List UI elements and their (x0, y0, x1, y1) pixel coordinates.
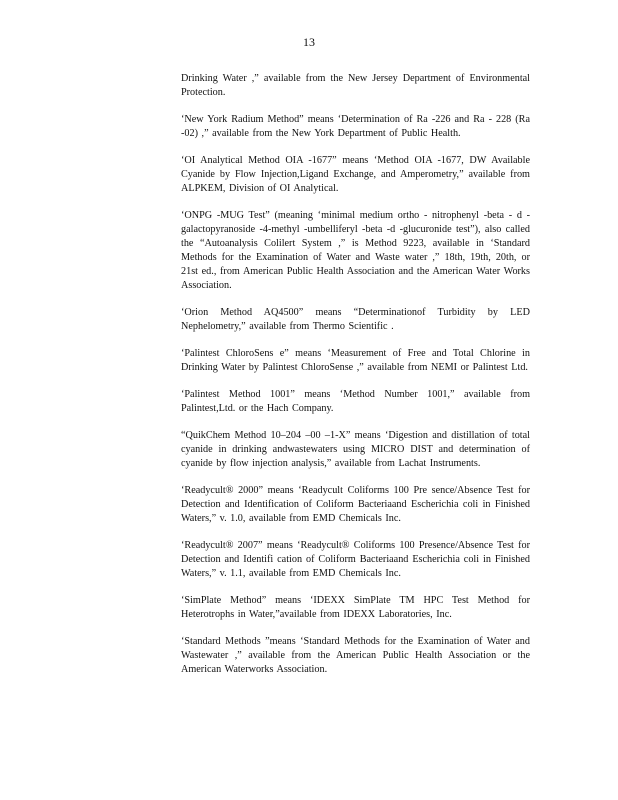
paragraph-readycult-2000: ‘Readycult® 2000” means ‘Readycult Coliforms 100 Pre sence/Absence Test for Detection and Identification of Coliform Bacteriaand Escherichia coli in Finished Waters,” v. 1.0, available from EMD Chemicals Inc. (181, 485, 530, 524)
paragraph-standard-methods: ‘Standard Methods ”means ‘Standard Methods for the Examination of Water and Wastewater ,” available from the American Public Health Association or the American Waterworks Association. (181, 636, 530, 675)
paragraph-palintest-chlorosense: ‘Palintest ChloroSens e” means ‘Measurement of Free and Total Chlorine in Drinking Water by Palintest ChloroSense ,” available from NEMI or Palintest Ltd. (181, 348, 530, 373)
paragraph-quikchem-method: “QuikChem Method 10–204 –00 –1-X” means ‘Digestion and distillation of total cyanide in drinking andwastewaters using MICRO DIST and determination of cyanide by flow injection analysis,” available from Lachat Instruments. (181, 430, 530, 469)
page-number: 13 (303, 35, 315, 49)
paragraph-simplate-method: ‘SimPlate Method” means ‘IDEXX SimPlate TM HPC Test Method for Heterotrophs in Water,”available from IDEXX Laboratories, Inc. (181, 595, 530, 620)
paragraph-palintest-method-1001: ‘Palintest Method 1001” means ‘Method Number 1001,” available from Palintest,Ltd. or the Hach Company. (181, 389, 530, 414)
paragraph-readycult-2007: ‘Readycult® 2007” means ‘Readycult® Coliforms 100 Presence/Absence Test for Detection and Identifi cation of Coliform Bacteriaand Escherichia coli in Finished Waters,” v. 1.1, available from EMD Chemicals Inc. (181, 540, 530, 579)
paragraph-oi-analytical-method: ‘OI Analytical Method OIA -1677” means ‘Method OIA -1677, DW Available Cyanide by Flow Injection,Ligand Exchange, and Amperometry,” available from ALPKEM, Division of OI Analytical. (181, 155, 530, 194)
paragraph-orion-method: ‘Orion Method AQ4500” means “Determinationof Turbidity by LED Nephelometry,” available from Thermo Scientific . (181, 307, 530, 332)
paragraph-onpg-mug-test: ‘ONPG -MUG Test” (meaning ‘minimal medium ortho - nitrophenyl -beta - d -galactopyranoside -4-methyl -umbelliferyl -beta -d -glucuronide test”), also called the “Autoanalysis Colilert System ,” is Method 9223, available in ‘Standard Methods for the Examination of Water and Waste water ,” 18th, 19th, 20th, or 21st ed., from American Public Health Association and the American Water Works Association. (181, 210, 530, 291)
paragraph-drinking-water-nj: Drinking Water ,” available from the New Jersey Department of Environmental Protection. (181, 73, 530, 98)
paragraph-new-york-radium-method: ‘New York Radium Method” means ‘Determination of Ra -226 and Ra - 228 (Ra -02) ,” available from the New York Department of Public Health. (181, 114, 530, 139)
document-body (181, 72, 530, 690)
